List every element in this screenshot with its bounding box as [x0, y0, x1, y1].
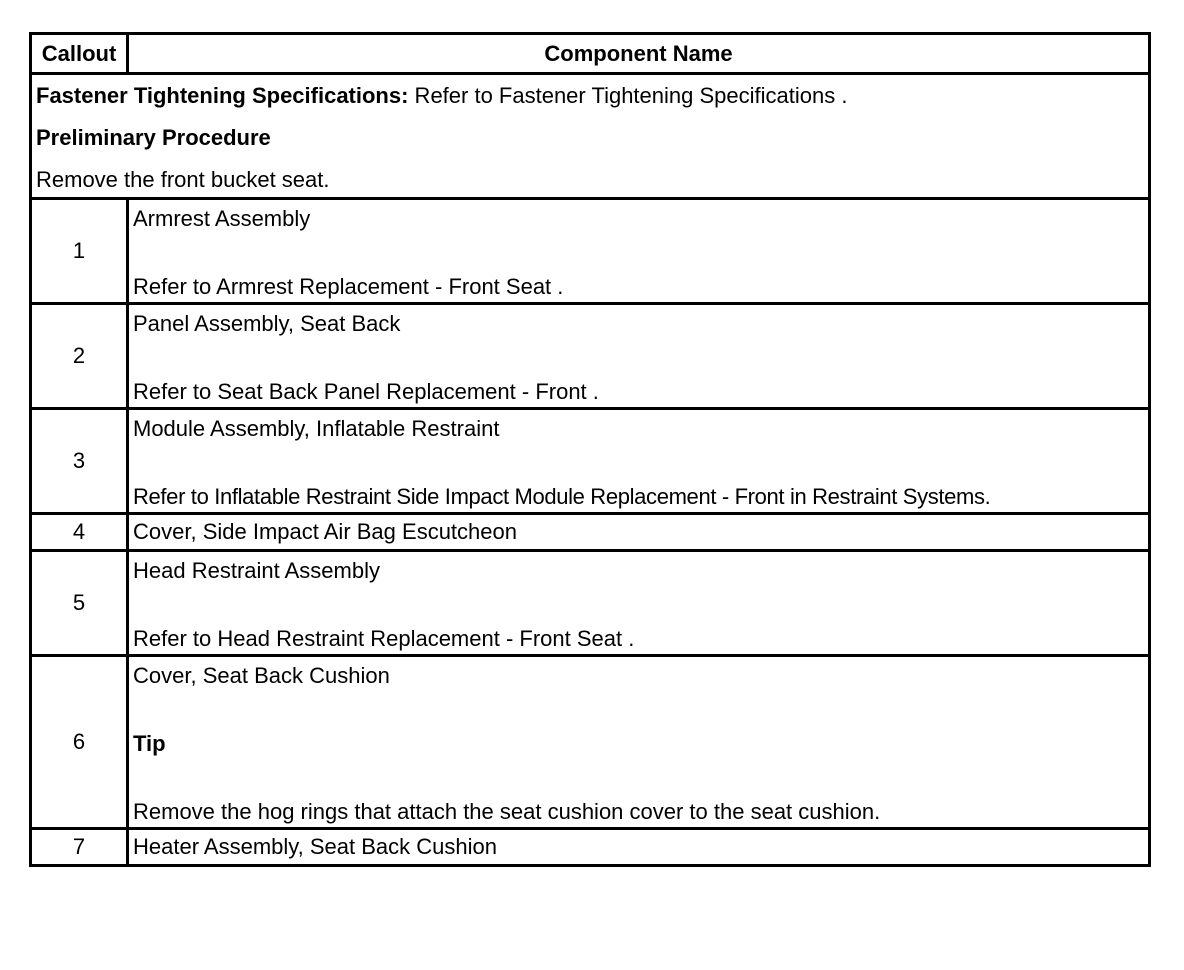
- component-name: Module Assembly, Inflatable Restraint: [133, 416, 500, 441]
- component-note: Refer to Armrest Replacement - Front Seat .: [133, 274, 564, 299]
- preliminary-row: [31, 74, 1150, 199]
- component-cell: [128, 409, 1150, 514]
- table-row: [31, 409, 1150, 514]
- component-note: Refer to Inflatable Restraint Side Impact Module Replacement - Front in Restraint Systems.: [133, 484, 991, 509]
- component-cell: [128, 199, 1150, 304]
- component-cell: [128, 514, 1150, 551]
- component-name: Armrest Assembly: [133, 206, 311, 231]
- table-row: [31, 514, 1150, 551]
- table-row: [31, 199, 1150, 304]
- callout-number: 7: [31, 829, 128, 866]
- callout-number: 6: [31, 656, 128, 829]
- callout-header: Callout: [31, 34, 128, 74]
- component-name: Panel Assembly, Seat Back: [133, 311, 401, 336]
- fastener-spec-text: Refer to Fastener Tightening Specifications .: [408, 83, 848, 108]
- component-name: Head Restraint Assembly: [133, 558, 380, 583]
- component-name: Cover, Side Impact Air Bag Escutcheon: [133, 519, 517, 544]
- preliminary-cell: [31, 74, 1150, 199]
- table-row: [31, 829, 1150, 866]
- component-note: Refer to Head Restraint Replacement - Front Seat .: [133, 626, 635, 651]
- component-table: [29, 32, 1151, 867]
- table-row: [31, 304, 1150, 409]
- component-note: Refer to Seat Back Panel Replacement - Front .: [133, 379, 599, 404]
- table-row: [31, 656, 1150, 829]
- fastener-spec-label: Fastener Tightening Specifications:: [36, 83, 409, 108]
- callout-number: 3: [31, 409, 128, 514]
- table-header-row: [31, 34, 1150, 74]
- fastener-spec-line: [36, 83, 1144, 109]
- callout-number: 1: [31, 199, 128, 304]
- preliminary-procedure-heading: Preliminary Procedure: [36, 125, 271, 150]
- component-name: Cover, Seat Back Cushion: [133, 663, 390, 688]
- component-cell: [128, 829, 1150, 866]
- tip-heading: Tip: [133, 731, 166, 756]
- tip-text: Remove the hog rings that attach the seat cushion cover to the seat cushion.: [133, 799, 881, 824]
- component-name-header: Component Name: [128, 34, 1150, 74]
- component-cell: [128, 551, 1150, 656]
- component-cell: [128, 656, 1150, 829]
- table-row: [31, 551, 1150, 656]
- component-cell: [128, 304, 1150, 409]
- callout-number: 4: [31, 514, 128, 551]
- component-name: Heater Assembly, Seat Back Cushion: [133, 834, 497, 859]
- callout-number: 2: [31, 304, 128, 409]
- preliminary-procedure-text: Remove the front bucket seat.: [36, 167, 330, 192]
- callout-number: 5: [31, 551, 128, 656]
